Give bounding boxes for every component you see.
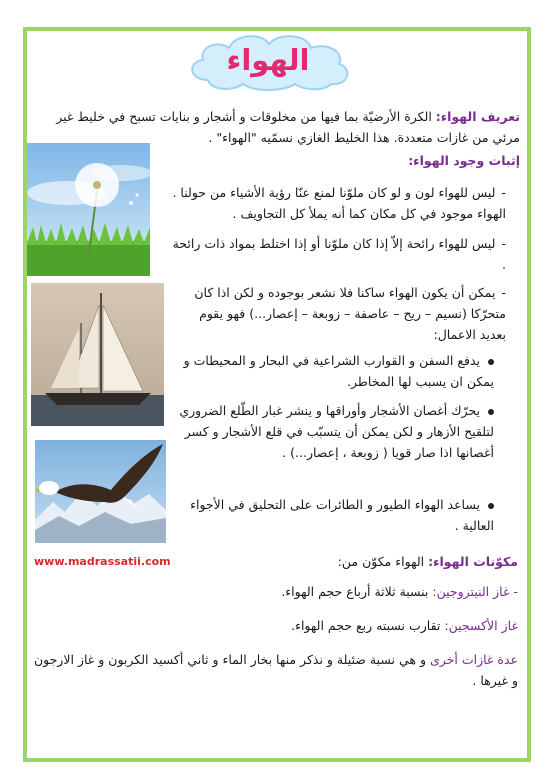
bullet-item-2: يحرّك أغصان الأشجار وأوراقها و ينشر غبار الطّلع الضروري لتلقيح الأزهار و لكن يمكن أن يتسبّب في قلع الأشجار و كسر أغصانها اذا صار قويا ( زوبعة ، إعصار...) . [179,403,494,460]
page-title: الهواء [226,43,310,77]
bullet-dot [488,409,494,415]
proof-item-1: -ليس للهواء لون و لو كان ملوّنا لمنع عنّا رؤية الأشياء من حولنا . الهواء موجود في كل مكان كما أنه يملأ كل التجاويف . [172,185,506,221]
eagle-image [35,440,166,543]
other-gases-label: عدة غازات أخرى [429,652,518,667]
nitrogen-label: - غاز النيتروجين: [432,584,518,599]
nitrogen-text: بنسبة ثلاثة أرباع حجم الهواء. [281,584,433,599]
bullet-item-3: يساعد الهواء الطيور و الطائرات على التحليق في الأجواء العالية . [190,497,494,533]
bullet-dot [488,359,494,365]
other-gases-text: و هي نسبة ضئيلة و نذكر منها بخار الماء و ثاني أكسيد الكربون و غاز الارجون و غيرها . [33,652,518,688]
proof-item-2: -ليس للهواء رائحة إلاّ إذا كان ملوّنا أو إذا اختلط بمواد ذات رائحة . [172,236,506,272]
bullet-item-1: يدفع السفن و القوارب الشراعية في البحار و المحيطات و يمكن ان يسبب لها المخاطر. [183,353,494,389]
definition-text: الكرة الأرضيّة بما فيها من مخلوقات و أشجار و بنايات تسبح في خليط غير مرئي من غازات متعددة. هذا الخليط الغازي نسمّيه "الهواء" . [56,109,520,145]
sailboat-image [31,283,164,426]
components-line [200,551,518,572]
nitrogen-line [100,581,518,602]
components-text: الهواء مكوّن من: [337,554,429,569]
components-label: مكوّنات الهواء: [428,554,518,569]
proof-item-3: -يمكن أن يكون الهواء ساكنا فلا نشعر بوجوده و لكن اذا كان متحرّكا (نسيم – ريح – عاصفة – زوبعة – إعصار...) فهو يقوم بعديد الاعمال: [194,285,506,342]
proof-heading: إثبات وجود الهواء: [408,153,520,168]
oxygen-label: غاز الأكسجين: [444,618,518,633]
dandelion-image [27,143,150,276]
oxygen-text: تقارب نسبته ربع حجم الهواء. [291,618,445,633]
website-watermark: www.madrassatii.com [34,555,171,568]
definition-label: تعريف الهواء: [435,109,520,124]
bullet-dot [488,503,494,509]
other-gases-paragraph [30,649,518,691]
oxygen-line [100,615,518,636]
definition-paragraph [30,106,520,148]
